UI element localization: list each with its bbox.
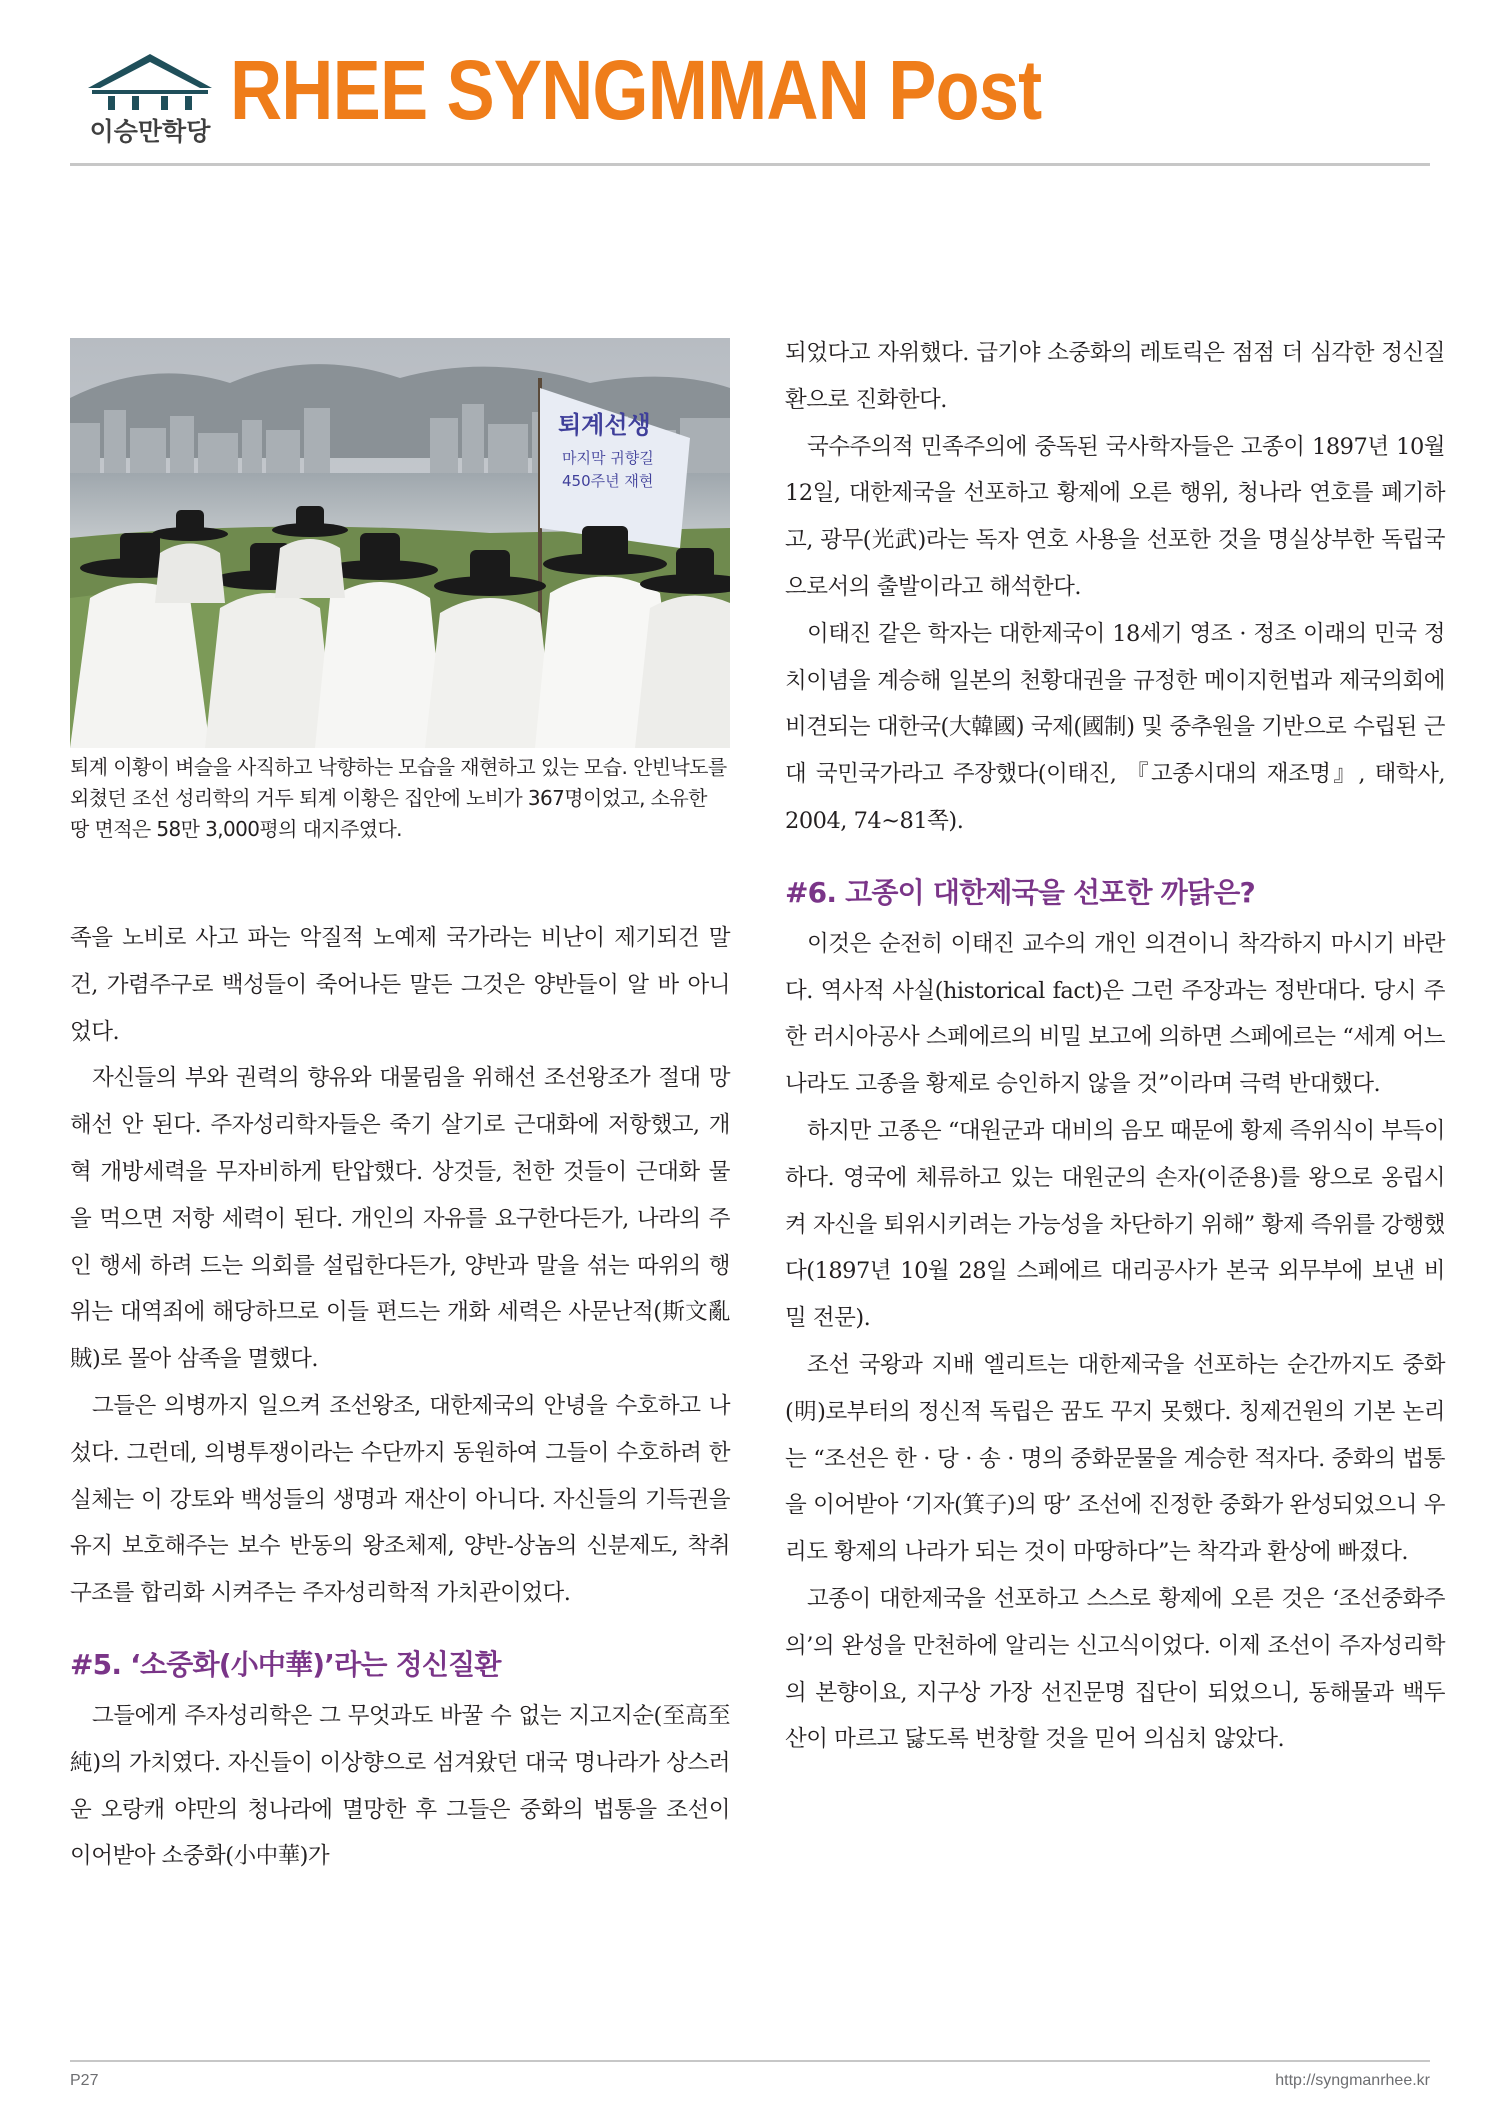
paragraph: 이태진 같은 학자는 대한제국이 18세기 영조 · 정조 이래의 민국 정치이념을 계승해 일본의 천황대권을 규정한 메이지헌법과 제국의회에 비견되는 대한국(大韓國) 국제(國制) 및 중추원을 기반으로 수립된 근대 국민국가라고 주장했다(이태진, 『고종시대의 재조명』, 태학사, 2004, 74~81쪽).	[785, 620, 1445, 834]
footer-divider	[70, 2060, 1430, 2062]
paragraph: 하지만 고종은 “대원군과 대비의 음모 때문에 황제 즉위식이 부득이하다. 영국에 체류하고 있는 대원군의 손자(이준용)를 왕으로 옹립시켜 자신을 퇴위시키려는 가능성을 차단하기 위해” 황제 즉위를 강행했다(1897년 10월 28일 스페에르 대리공사가 본국 외무부에 보낸 비밀 전문).	[785, 1117, 1445, 1332]
paragraph: 족을 노비로 사고 파는 악질적 노예제 국가라는 비난이 제기되건 말건, 가렴주구로 백성들이 죽어나든 말든 그것은 양반들이 알 바 아니었다.	[70, 925, 730, 1045]
flag-title: 퇴계선생	[558, 411, 651, 439]
masthead-title: RHEE SYNGMMAN Post	[230, 43, 1042, 137]
paragraph: 고종이 대한제국을 선포하고 스스로 황제에 오른 것은 ‘조선중화주의’의 완성을 만천하에 알리는 신고식이었다. 이제 조선이 주자성리학의 본향이요, 지구상 가장 선진문명 집단이 되었으니, 동해물과 백두산이 마르고 닳도록 번창할 것을 믿어 의심치 않았다.	[785, 1585, 1445, 1753]
flag-line-2: 450주년 재현	[562, 472, 654, 490]
photo-illustration	[70, 338, 730, 748]
section-heading-6: #6. 고종이 대한제국을 선포한 까닭은?	[785, 875, 1255, 909]
header	[70, 43, 1430, 170]
photo-caption: 퇴계 이황이 벼슬을 사직하고 낙향하는 모습을 재현하고 있는 모습. 안빈낙도를 외쳤던 조선 성리학의 거두 퇴계 이황은 집안에 노비가 367명이었고, 소유한 땅 면적은 58만 3,000평의 대지주였다.	[70, 755, 727, 841]
paragraph: 자신들의 부와 권력의 향유와 대물림을 위해선 조선왕조가 절대 망해선 안 된다. 주자성리학자들은 죽기 살기로 근대화에 저항했고, 개혁 개방세력을 무자비하게 탄압했다. 상것들, 천한 것들이 근대화 물을 먹으면 저항 세력이 된다. 개인의 자유를 요구한다든가, 나라의 주인 행세 하려 드는 의회를 설립한다든가, 양반과 말을 섞는 따위의 행위는 대역죄에 해당하므로 이들 편드는 개화 세력은 사문난적(斯文亂賊)로 몰아 삼족을 멸했다.	[70, 1065, 730, 1373]
section-heading-5: #5. ‘소중화(小中華)’라는 정신질환	[70, 1647, 501, 1681]
school-building-icon	[70, 50, 230, 110]
logo-text: 이승만학당	[89, 117, 211, 146]
flag-line-1: 마지막 귀향길	[562, 449, 654, 467]
right-column	[785, 330, 1445, 1763]
logo	[70, 50, 230, 150]
paragraph: 그들에게 주자성리학은 그 무엇과도 바꿀 수 없는 지고지순(至高至純)의 가치였다. 자신들이 이상향으로 섬겨왔던 대국 명나라가 상스러운 오랑캐 야만의 청나라에 멸망한 후 그들은 중화의 법통을 조선이 이어받아 소중화(小中華)가	[70, 1702, 730, 1870]
footer-url[interactable]: http://syngmanrhee.kr	[1275, 2072, 1430, 2089]
paragraph: 되었다고 자위했다. 급기야 소중화의 레토릭은 점점 더 심각한 정신질환으로 진화한다.	[785, 340, 1445, 413]
article-photo	[70, 338, 730, 748]
left-column	[70, 915, 730, 1880]
paragraph: 그들은 의병까지 일으켜 조선왕조, 대한제국의 안녕을 수호하고 나섰다. 그런데, 의병투쟁이라는 수단까지 동원하여 그들이 수호하려 한 실체는 이 강토와 백성들의 생명과 재산이 아니다. 자신들의 기득권을 유지 보호해주는 보수 반동의 왕조체제, 양반-상놈의 신분제도, 착취구조를 합리화 시켜주는 주자성리학적 가치관이었다.	[70, 1392, 730, 1607]
paragraph: 국수주의적 민족주의에 중독된 국사학자들은 고종이 1897년 10월 12일, 대한제국을 선포하고 황제에 오른 행위, 청나라 연호를 폐기하고, 광무(光武)라는 독자 연호 사용을 선포한 것을 명실상부한 독립국으로서의 출발이라고 해석한다.	[785, 433, 1445, 600]
paragraph: 조선 국왕과 지배 엘리트는 대한제국을 선포하는 순간까지도 중화(明)로부터의 정신적 독립은 꿈도 꾸지 못했다. 칭제건원의 기본 논리는 “조선은 한 · 당 · 송 · 명의 중화문물을 계승한 적자다. 중화의 법통을 이어받아 ‘기자(箕子)의 땅’ 조선에 진정한 중화가 완성되었으니 우리도 황제의 나라가 되는 것이 마땅하다”는 착각과 환상에 빠졌다.	[785, 1351, 1445, 1566]
paragraph: 이것은 순전히 이태진 교수의 개인 의견이니 착각하지 마시기 바란다. 역사적 사실(historical fact)은 그런 주장과는 정반대다. 당시 주한 러시아공사 스페에르의 비밀 보고에 의하면 스페에르는 “세계 어느 나라도 고종을 황제로 승인하지 않을 것”이라며 극력 반대했다.	[785, 930, 1445, 1098]
header-divider	[70, 163, 1430, 166]
page-number: P27	[70, 2072, 99, 2089]
